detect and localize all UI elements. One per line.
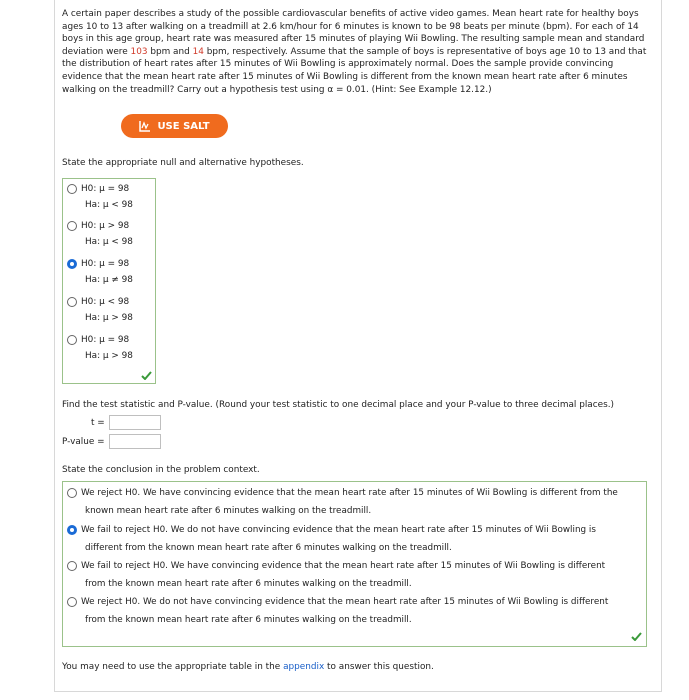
footer-text-end: to answer this question. [327,662,434,672]
option-text-cont: from the known mean heart rate after 6 minutes walking on the treadmill. [85,579,412,589]
use-salt-button[interactable] [121,114,228,138]
option-h0: H0: μ = 98 [81,184,130,194]
correct-check-icon [631,632,642,641]
t-statistic-row [91,415,161,430]
problem-part-2: bpm and [150,46,190,57]
option-ha: Ha: μ < 98 [85,237,133,247]
problem-part-1: A certain paper describes a study of the possible cardiovascular benefits of active video games. Mean heart rate for healthy boys ages 10 to 13 after walking on a treadmill at 2.6 km/hour for 6 minutes is known to be 98 beats per minute (bpm). For each of 14 boys in this age group, heart rate was measured after 15 minutes of playing Wii Bowling. The resulting sample mean and standard deviation were [62,9,645,57]
radio-button[interactable] [67,297,77,307]
option-ha: Ha: μ > 98 [85,351,133,361]
appendix-link[interactable]: appendix [283,662,325,672]
correct-check-icon [141,371,152,380]
option-text-cont: different from the known mean heart rate after 6 minutes walking on the treadmill. [85,543,452,553]
p-value-input[interactable] [109,434,161,449]
p-value-label: P-value = [62,436,105,447]
hypothesis-option[interactable] [67,294,133,326]
conclusion-option[interactable] [67,593,641,629]
option-ha: Ha: μ < 98 [85,200,133,210]
hypotheses-prompt: State the appropriate null and alternative hypotheses. [62,158,304,168]
radio-button[interactable] [67,184,77,194]
radio-button[interactable] [67,561,77,571]
sample-sd: 14 [192,46,204,57]
option-ha: Ha: μ ≠ 98 [85,275,133,285]
conclusion-prompt: State the conclusion in the problem context. [62,465,260,475]
footer-text: You may need to use the appropriate table in the [62,662,281,672]
option-ha: Ha: μ > 98 [85,313,133,323]
t-statistic-input[interactable] [109,415,161,430]
hypothesis-option[interactable] [67,181,133,213]
radio-button[interactable] [67,597,77,607]
radio-button[interactable] [67,335,77,345]
p-value-row [62,434,161,449]
radio-button[interactable] [67,488,77,498]
hypotheses-answer-box [62,178,156,384]
conclusion-option[interactable] [67,557,641,593]
hypothesis-option-selected[interactable] [67,256,133,288]
test-statistic-prompt: Find the test statistic and P-value. (Round your test statistic to one decimal place and your P-value to three decimal places.) [62,400,614,410]
t-label: t = [91,417,105,428]
conclusion-option-selected[interactable] [67,521,641,557]
radio-button-selected[interactable] [67,525,77,535]
option-text: We fail to reject H0. We have convincing evidence that the mean heart rate after 15 minutes of Wii Bowling is different [81,561,606,571]
option-text-cont: known mean heart rate after 6 minutes walking on the treadmill. [85,506,372,516]
hypothesis-option[interactable] [67,332,133,364]
option-text: We reject H0. We do not have convincing evidence that the mean heart rate after 15 minutes of Wii Bowling is different [81,597,609,607]
option-h0: H0: μ = 98 [81,335,130,345]
hypothesis-option[interactable] [67,218,133,250]
option-text: We fail to reject H0. We do not have convincing evidence that the mean heart rate after 15 minutes of Wii Bowling is [81,525,596,535]
footer-note [62,662,434,672]
use-salt-label: USE SALT [157,120,210,132]
option-text-cont: from the known mean heart rate after 6 minutes walking on the treadmill. [85,615,412,625]
option-h0: H0: μ < 98 [81,297,130,307]
conclusion-answer-box [62,481,647,647]
conclusion-option[interactable] [67,484,641,520]
option-h0: H0: μ = 98 [81,259,130,269]
problem-part-3: bpm, respectively. Assume that the sample of boys is representative of boys age 10 to 13 and that the distribution of heart rates after 15 minutes of Wii Bowling is approximately normal. Does the sample provide convincing evidence that the mean heart rate after 15 minutes of Wii Bowling is different from the known mean heart rate after 6 minutes walking on the treadmill? Carry out a hypothesis test using α = 0.01. (Hint: See Example 12.12.) [62,46,647,95]
radio-button-selected[interactable] [67,259,77,269]
option-h0: H0: μ > 98 [81,221,130,231]
salt-chart-icon [139,120,151,132]
problem-text [62,8,656,96]
radio-button[interactable] [67,221,77,231]
sample-mean: 103 [130,46,148,57]
option-text: We reject H0. We have convincing evidence that the mean heart rate after 15 minutes of Wii Bowling is different from the [81,488,618,498]
